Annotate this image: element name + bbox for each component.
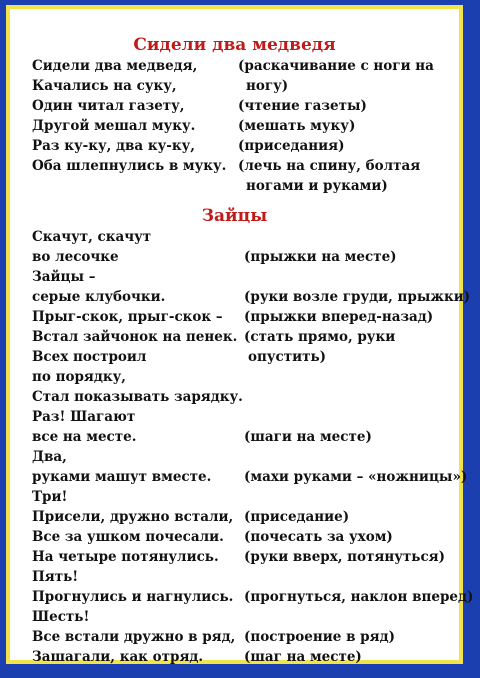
poem-line	[32, 528, 451, 546]
poem-line	[32, 468, 468, 486]
action-text: опустить)	[248, 349, 327, 365]
poem-line	[32, 328, 451, 346]
poem-line	[32, 408, 451, 426]
action-text: ногами и руками)	[246, 178, 388, 194]
action-text: (руки вверх, потянуться)	[244, 549, 446, 565]
poem-line	[32, 248, 451, 266]
verse-text: Раз! Шагают	[32, 409, 136, 425]
poem-line	[32, 628, 451, 646]
verse-text: Пять!	[32, 569, 79, 585]
poem-line	[32, 568, 451, 586]
verse-text: Все за ушком почесали.	[32, 529, 224, 545]
poem-card	[6, 5, 474, 665]
verse-text: Сидели два медведя,	[32, 58, 198, 74]
poem-line	[32, 608, 451, 626]
action-text: (построение в ряд)	[244, 629, 395, 645]
poem-line	[32, 548, 451, 566]
verse-text: Зайцы –	[32, 269, 96, 285]
action-text: (стать прямо, руки	[244, 329, 396, 345]
poem-line	[32, 448, 451, 466]
poem-line	[32, 137, 451, 155]
action-text: (прыжки на месте)	[244, 249, 397, 265]
verse-text: Качались на суку,	[32, 78, 177, 94]
verse-text: во лесочке	[32, 249, 119, 265]
action-text: (приседания)	[238, 138, 345, 154]
poem-line	[32, 588, 474, 606]
section1-title: Сидели два медведя	[133, 35, 336, 55]
poem-line	[32, 508, 451, 526]
poem-line	[32, 428, 451, 446]
verse-text: Другой мешал муку.	[32, 118, 196, 134]
verse-text: Всех построил	[32, 349, 147, 365]
verse-text: Все встали дружно в ряд,	[32, 629, 236, 645]
verse-text: Зашагали, как отряд.	[32, 649, 204, 665]
poem-line	[32, 288, 471, 306]
action-text: (шаги на месте)	[244, 429, 372, 445]
verse-text: руками машут вместе.	[32, 469, 212, 485]
action-text: (чтение газеты)	[238, 98, 367, 114]
poem-line	[32, 117, 451, 135]
poem-line	[32, 388, 451, 406]
action-text: ногу)	[246, 78, 289, 94]
verse-text: Раз ку-ку, два ку-ку,	[32, 138, 195, 154]
poem-line	[32, 57, 451, 75]
action-text: (прыжки вперед-назад)	[244, 309, 434, 325]
verse-text: по порядку,	[32, 369, 126, 385]
action-text: (махи руками – «ножницы»)	[244, 469, 468, 485]
poem-line	[32, 177, 451, 195]
action-text: (лечь на спину, болтая	[238, 158, 421, 174]
verse-text: Прыг-скок, прыг-скок –	[32, 309, 223, 325]
verse-text: Скачут, скачут	[32, 229, 152, 245]
verse-text: все на месте.	[32, 429, 137, 445]
verse-text: Прогнулись и нагнулись.	[32, 589, 234, 605]
verse-text: Один читал газету,	[32, 98, 185, 114]
verse-text: Шесть!	[32, 609, 90, 625]
poem-line	[32, 97, 451, 115]
verse-text: Оба шлепнулись в муку.	[32, 158, 227, 174]
verse-text: На четыре потянулись.	[32, 549, 219, 565]
verse-text: Три!	[32, 489, 68, 505]
section2-title: Зайцы	[201, 206, 268, 226]
verse-text: Встал зайчонок на пенек.	[32, 329, 238, 345]
verse-text: Два,	[32, 449, 67, 465]
verse-text: серые клубочки.	[32, 289, 166, 305]
action-text: (прогнуться, наклон вперед)	[244, 589, 474, 605]
poem-line	[32, 308, 451, 326]
poem-line	[32, 157, 451, 175]
action-text: (мешать муку)	[238, 118, 356, 134]
action-text: (раскачивание с ноги на	[238, 58, 434, 74]
action-text: (шаг на месте)	[244, 649, 362, 665]
verse-text: Стал показывать зарядку.	[32, 389, 243, 405]
poem-line	[32, 648, 451, 666]
poem-line	[32, 368, 451, 386]
poem-line	[32, 348, 451, 366]
poem-line	[32, 77, 451, 95]
verse-text: Присели, дружно встали,	[32, 509, 234, 525]
action-text: (руки возле груди, прыжки)	[244, 289, 471, 305]
action-text: (почесать за ухом)	[244, 529, 393, 545]
action-text: (приседание)	[244, 509, 350, 525]
poem-line	[32, 488, 451, 506]
poem-line	[32, 268, 451, 286]
poem-line	[32, 228, 451, 246]
